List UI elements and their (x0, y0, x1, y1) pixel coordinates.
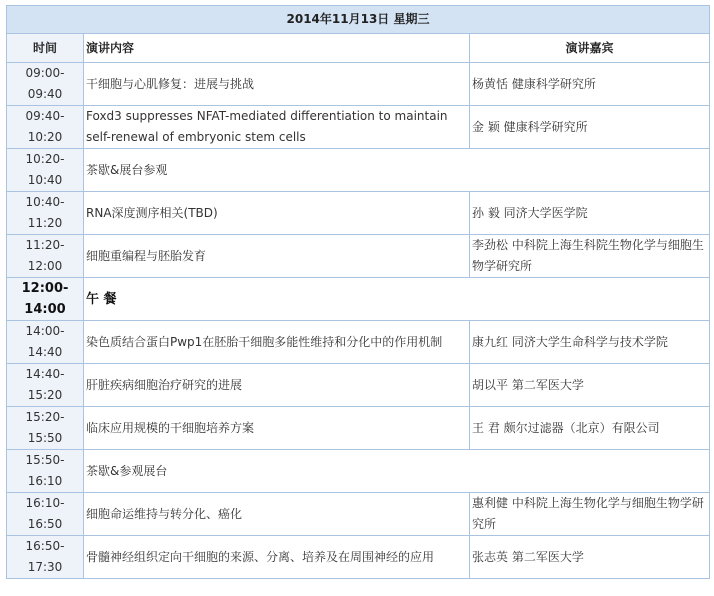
time-cell: 09:40-10:20 (7, 106, 84, 149)
topic-cell: 临床应用规模的干细胞培养方案 (84, 407, 470, 450)
time-cell: 16:10-16:50 (7, 493, 84, 536)
topic-cell: RNA深度测序相关(TBD) (84, 192, 470, 235)
date-heading: 2014年11月13日 星期三 (7, 6, 710, 34)
date-row (7, 6, 710, 34)
speaker-cell: 孙 毅 同济大学医学院 (470, 192, 710, 235)
speaker-cell: 张志英 第二军医大学 (470, 536, 710, 579)
topic-cell: Foxd3 suppresses NFAT-mediated differentiation to maintain self-renewal of embryonic stem cells (84, 106, 470, 149)
time-cell: 15:20-15:50 (7, 407, 84, 450)
speaker-cell: 金 颖 健康科学研究所 (470, 106, 710, 149)
header-time: 时间 (7, 34, 84, 63)
table-row (7, 149, 710, 192)
header-topic: 演讲内容 (84, 34, 470, 63)
table-row (7, 536, 710, 579)
table-row (7, 63, 710, 106)
table-row (7, 321, 710, 364)
topic-cell: 细胞命运维持与转分化、癌化 (84, 493, 470, 536)
speaker-cell: 王 君 颇尔过滤器（北京）有限公司 (470, 407, 710, 450)
speaker-cell: 康九红 同济大学生命科学与技术学院 (470, 321, 710, 364)
table-row-lunch (7, 278, 710, 321)
table-row (7, 364, 710, 407)
topic-cell: 染色质结合蛋白Pwp1在胚胎干细胞多能性维持和分化中的作用机制 (84, 321, 470, 364)
time-cell: 16:50-17:30 (7, 536, 84, 579)
table-row (7, 493, 710, 536)
topic-cell: 午 餐 (84, 278, 710, 321)
time-cell: 10:40-11:20 (7, 192, 84, 235)
header-row (7, 34, 710, 63)
topic-cell: 肝脏疾病细胞治疗研究的进展 (84, 364, 470, 407)
topic-cell: 骨髓神经组织定向干细胞的来源、分离、培养及在周围神经的应用 (84, 536, 470, 579)
header-speaker: 演讲嘉宾 (470, 34, 710, 63)
time-cell: 14:00-14:40 (7, 321, 84, 364)
topic-cell: 茶歇&展台参观 (84, 149, 710, 192)
speaker-cell: 李劲松 中科院上海生科院生物化学与细胞生物学研究所 (470, 235, 710, 278)
table-row (7, 106, 710, 149)
time-cell: 09:00-09:40 (7, 63, 84, 106)
time-cell: 14:40-15:20 (7, 364, 84, 407)
speaker-cell: 胡以平 第二军医大学 (470, 364, 710, 407)
topic-cell: 细胞重编程与胚胎发育 (84, 235, 470, 278)
time-cell: 10:20-10:40 (7, 149, 84, 192)
topic-cell: 干细胞与心肌修复：进展与挑战 (84, 63, 470, 106)
speaker-cell: 杨黄恬 健康科学研究所 (470, 63, 710, 106)
table-row (7, 235, 710, 278)
time-cell: 12:00-14:00 (7, 278, 84, 321)
time-cell: 15:50-16:10 (7, 450, 84, 493)
topic-cell: 茶歇&参观展台 (84, 450, 710, 493)
schedule-table (6, 5, 710, 579)
table-row (7, 450, 710, 493)
time-cell: 11:20-12:00 (7, 235, 84, 278)
table-row (7, 407, 710, 450)
table-row (7, 192, 710, 235)
speaker-cell: 惠利健 中科院上海生物化学与细胞生物学研究所 (470, 493, 710, 536)
